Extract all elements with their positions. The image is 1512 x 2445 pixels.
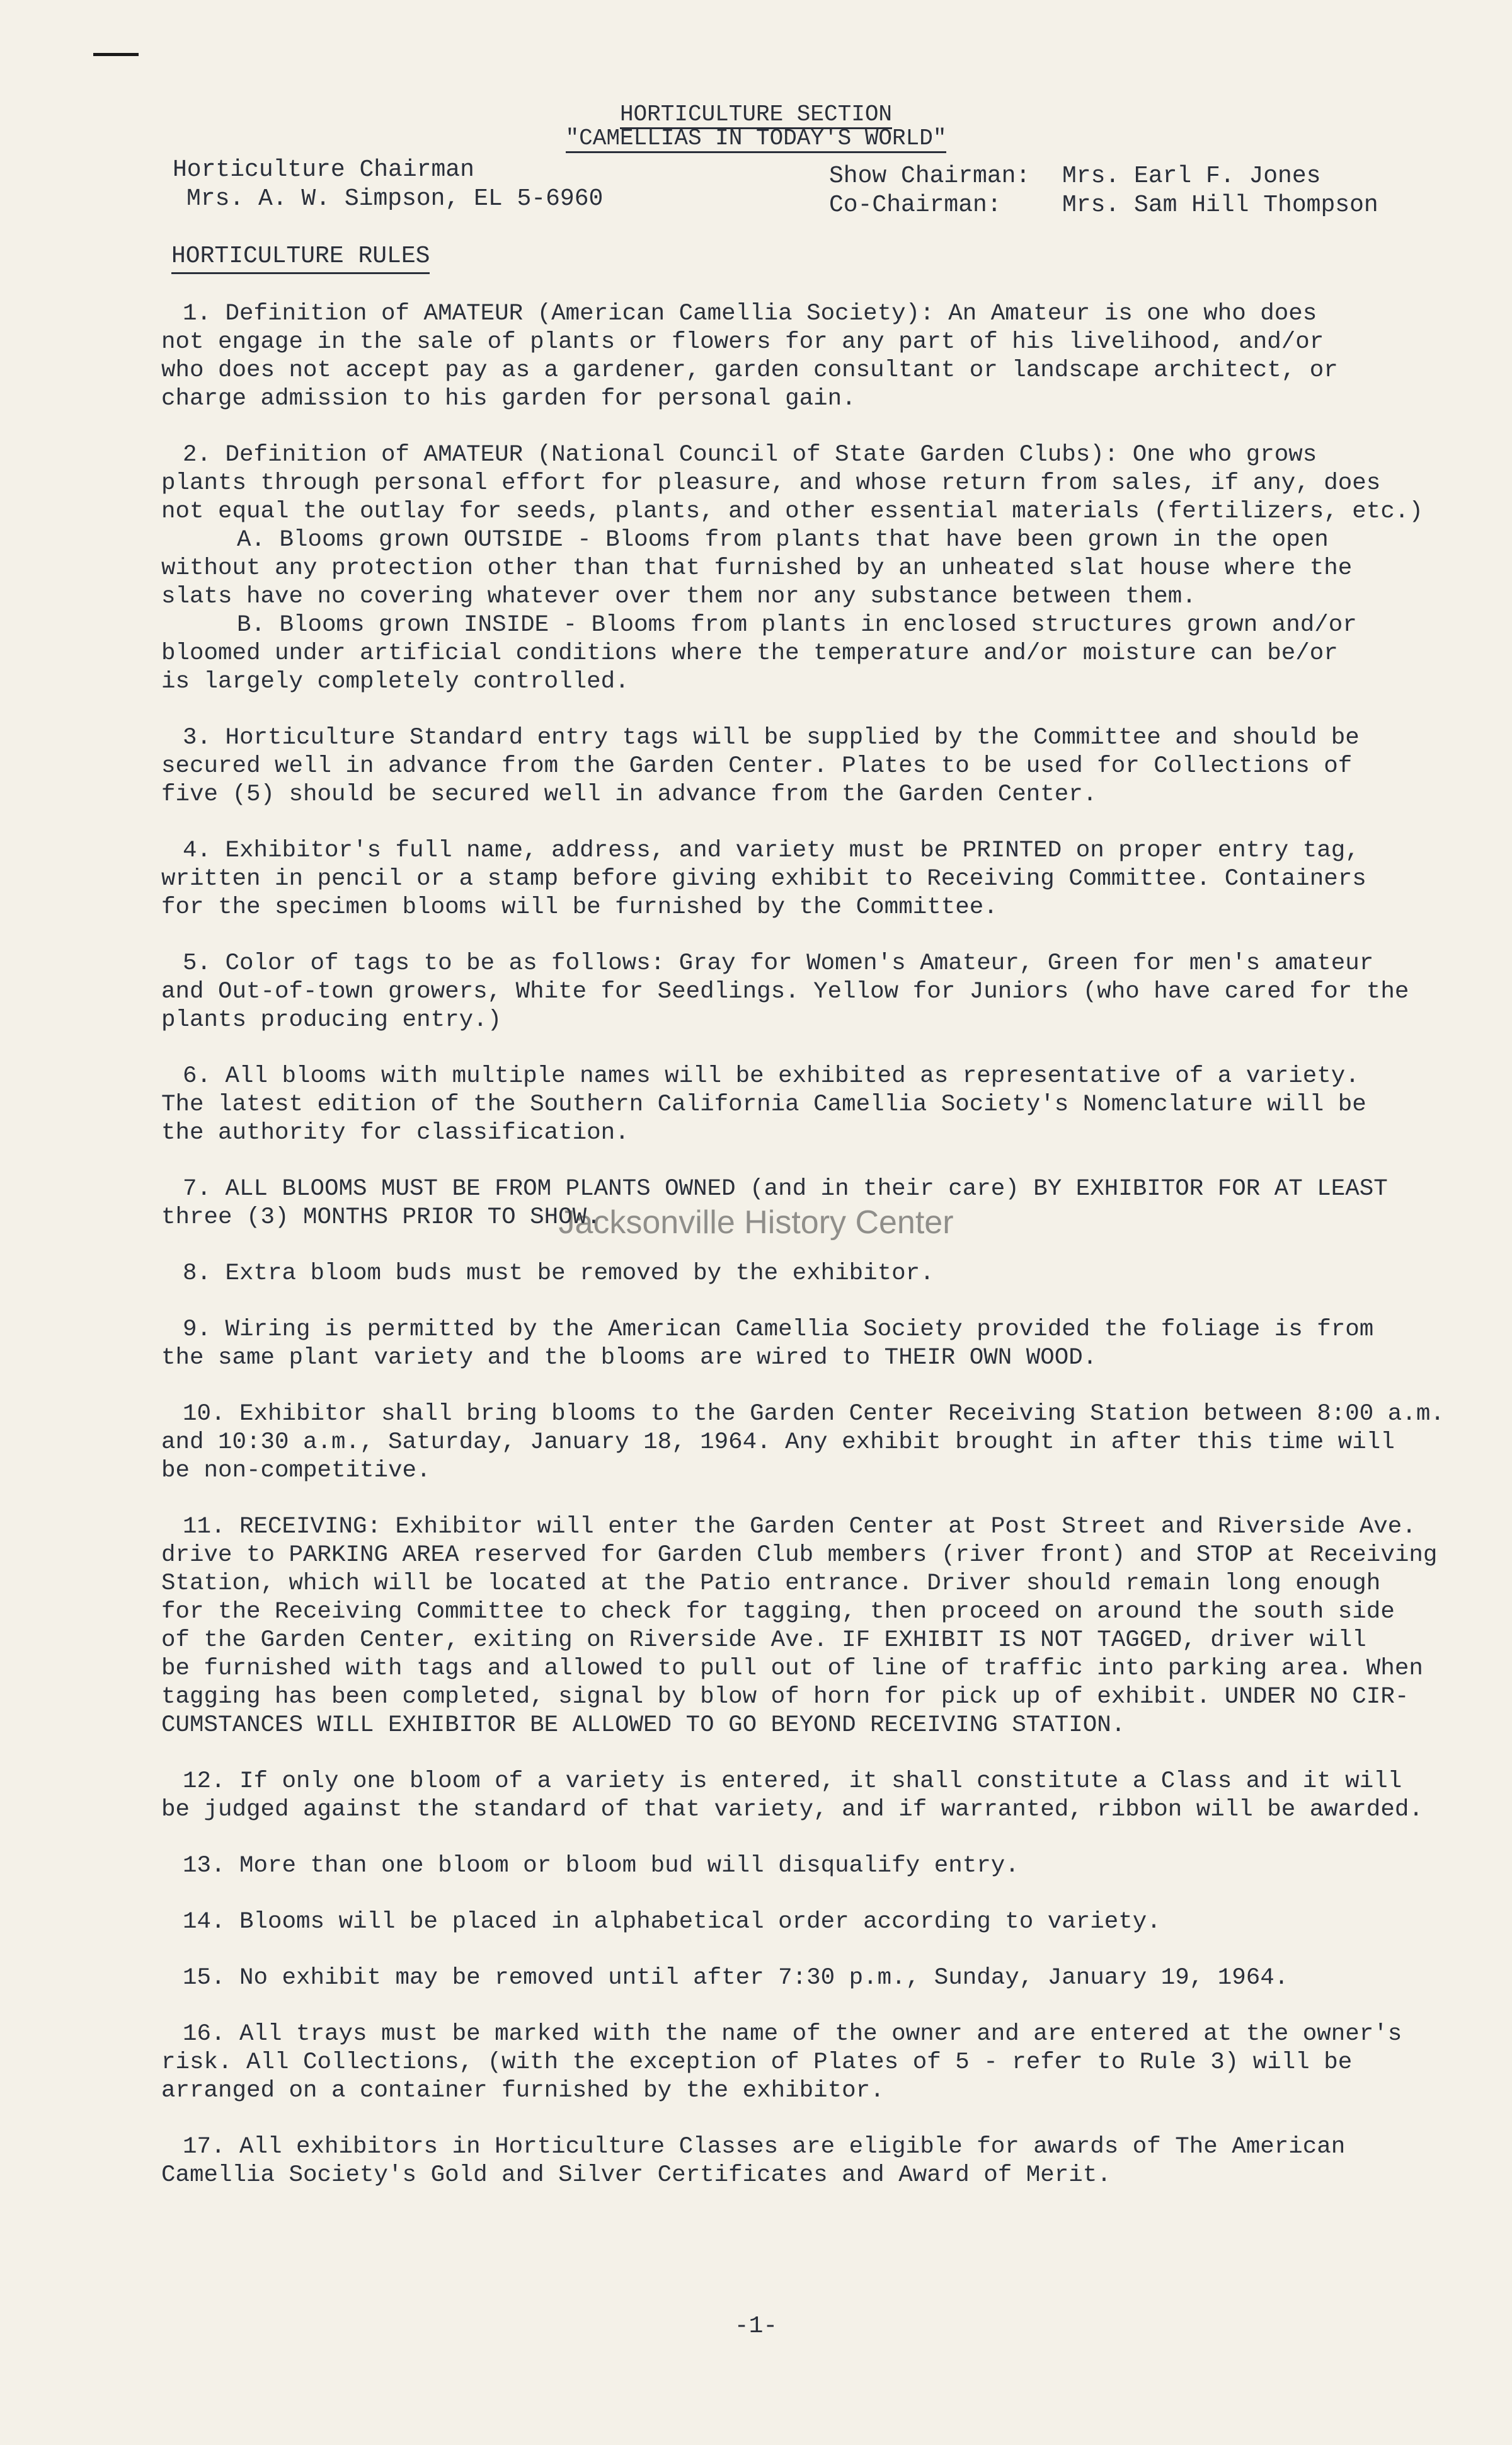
rule-8: 8. Extra bloom buds must be removed by the exhibitor. — [183, 1260, 934, 1287]
section-title: HORTICULTURE SECTION — [0, 101, 1512, 129]
pen-mark — [93, 53, 139, 56]
rule-2-sub-a: A. Blooms grown OUTSIDE - Blooms from plants that have been grown in the open without any protection other than that furnished by an unheated slat house where the slats have no covering whatever over them nor any substance between them. — [161, 527, 1353, 610]
rule-15: 15. No exhibit may be removed until after 7:30 p.m., Sunday, January 19, 1964. — [183, 1965, 1289, 1991]
co-chairman-label: Co-Chairman: — [829, 192, 1002, 219]
rule-9: 9. Wiring is permitted by the American Camellia Society provided the foliage is from the same plant variety and the blooms are wired to THEIR OWN WOOD. — [161, 1316, 1374, 1371]
hort-chairman-label: Horticulture Chairman — [173, 156, 474, 183]
rules-list — [161, 300, 1478, 2218]
watermark: Jacksonville History Center — [558, 1204, 954, 1241]
show-chairman-label: Show Chairman: — [829, 163, 1031, 190]
rule-10: 10. Exhibitor shall bring blooms to the Garden Center Receiving Station between 8:00 a.m. and 10:30 a.m., Saturday, January 18, 1964. Any exhibit brought in after this time will be non-competitive. — [161, 1401, 1445, 1484]
rule-4: 4. Exhibitor's full name, address, and variety must be PRINTED on proper entry tag, written in pencil or a stamp before giving exhibit to Receiving Committee. Containers for the specimen blooms will be furnished by the Committee. — [161, 837, 1366, 921]
page-number: -1- — [734, 2313, 778, 2340]
rule-13: 13. More than one bloom or bloom bud will disqualify entry. — [183, 1853, 1019, 1879]
rule-2: 2. Definition of AMATEUR (National Council of State Garden Clubs): One who grows plants through personal effort for pleasure, and whose return from sales, if any, does not equal the outlay for seeds, plants, and other essential materials (fertilizers, etc.) A. Blooms grown OUTSIDE - Blooms from plants that have been grown in the open without any protection other than that furnished by an unheated slat house where the slats have no covering whatever over them nor any substance between them. B. Blooms grown INSIDE - Blooms from plants in enclosed structures grown and/or bloomed under artificial conditions where the temperature and/or moisture can be/or is largely completely controlled. — [161, 441, 1478, 696]
rule-11: 11. RECEIVING: Exhibitor will enter the Garden Center at Post Street and Riverside Ave. drive to PARKING AREA reserved for Garden Club members (river front) and STOP at Receiving Station, which will be located at the Patio entrance. Driver should remain long enough for the Receiving Committee to check for tagging, then proceed on around the south side of the Garden Center, exiting on Riverside Ave. IF EXHIBIT IS NOT TAGGED, driver will be furnished with tags and allowed to pull out of line of traffic into parking area. When tagging has been completed, signal by blow of horn for pick up of exhibit. UNDER NO CIR- CUMSTANCES WILL EXHIBITOR BE ALLOWED TO GO BEYOND RECEIVING STATION. — [161, 1514, 1438, 1739]
rule-6: 6. All blooms with multiple names will be exhibited as representative of a variety. The latest edition of the Southern California Camellia Society's Nomenclature will be the authority for classification. — [161, 1063, 1366, 1146]
rule-2-sub-b: B. Blooms grown INSIDE - Blooms from plants in enclosed structures grown and/or bloomed under artificial conditions where the temperature and/or moisture can be/or is largely completely controlled. — [161, 612, 1357, 695]
rule-17: 17. All exhibitors in Horticulture Classes are eligible for awards of The American Camellia Society's Gold and Silver Certificates and Award of Merit. — [161, 2134, 1346, 2189]
show-chairman-name: Mrs. Earl F. Jones — [1062, 163, 1321, 190]
rule-5: 5. Color of tags to be as follows: Gray for Women's Amateur, Green for men's amateur and Out-of-town growers, White for Seedlings. Yellow for Juniors (who have cared for the plants producing entry.) — [161, 950, 1409, 1033]
theme-title: "CAMELLIAS IN TODAY'S WORLD" — [0, 125, 1512, 152]
rule-12: 12. If only one bloom of a variety is entered, it shall constitute a Class and it will be judged against the standard of that variety, and if warranted, ribbon will be awarded. — [161, 1768, 1423, 1823]
rule-16: 16. All trays must be marked with the name of the owner and are entered at the owner's risk. All Collections, (with the exception of Plates of 5 - refer to Rule 3) will be arranged on a container furnished by the exhibitor. — [161, 2021, 1402, 2104]
co-chairman-name: Mrs. Sam Hill Thompson — [1062, 192, 1378, 219]
rule-7: 7. ALL BLOOMS MUST BE FROM PLANTS OWNED (and in their care) BY EXHIBITOR FOR AT LEAST three (3) MONTHS PRIOR TO SHOW. — [161, 1176, 1388, 1231]
rule-1: 1. Definition of AMATEUR (American Camellia Society): An Amateur is one who does not engage in the sale of plants or flowers for any part of his livelihood, and/or who does not accept pay as a gardener, garden consultant or landscape architect, or charge admission to his garden for personal gain. — [161, 301, 1338, 412]
hort-chairman-name: Mrs. A. W. Simpson, EL 5-6960 — [186, 185, 604, 212]
rule-14: 14. Blooms will be placed in alphabetical order according to variety. — [183, 1909, 1161, 1935]
rules-heading: HORTICULTURE RULES — [171, 242, 430, 274]
rule-3: 3. Horticulture Standard entry tags will be supplied by the Committee and should be secured well in advance from the Garden Center. Plates to be used for Collections of five (5) should be secured well in advance from the Garden Center. — [161, 725, 1360, 808]
